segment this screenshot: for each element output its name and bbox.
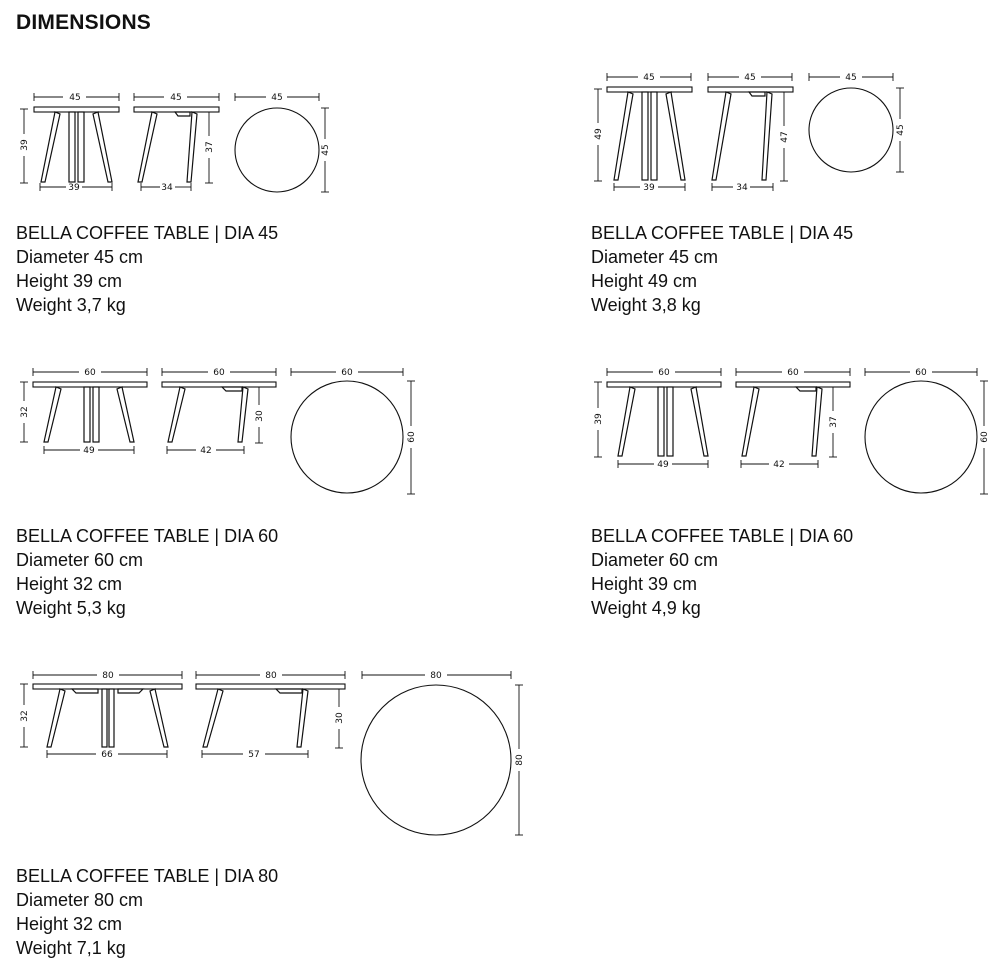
product-specs (16, 864, 278, 960)
tabletop-plan (809, 88, 893, 172)
product-weight: Weight 5,3 kg (16, 598, 126, 618)
product-weight: Weight 7,1 kg (16, 938, 126, 958)
plan-view (865, 368, 990, 494)
dim-label: 30 (255, 410, 265, 422)
side-view (134, 93, 219, 193)
dim-label: 32 (20, 406, 30, 418)
dimension-drawing (0, 660, 540, 845)
front-view (594, 368, 721, 470)
dim-label: 39 (68, 183, 80, 193)
dim-label: 60 (787, 368, 799, 378)
dim-label: 57 (248, 750, 260, 760)
plan-view (809, 73, 906, 172)
side-view (196, 671, 345, 760)
dim-label: 49 (594, 128, 604, 140)
product-height: Height 32 cm (16, 914, 123, 934)
dim-label: 45 (321, 144, 331, 156)
dim-label: 34 (161, 183, 173, 193)
product-name: BELLA COFFEE TABLE | DIA 60 (16, 526, 279, 546)
product-specs (16, 221, 278, 317)
dim-label: 60 (407, 431, 417, 443)
product-diameter: Diameter 45 cm (591, 247, 719, 267)
dim-label: 39 (594, 413, 604, 425)
side-view (708, 73, 793, 193)
product-specs (591, 524, 853, 620)
dim-label: 45 (271, 93, 283, 103)
tabletop-plan (291, 381, 403, 493)
product-name: BELLA COFFEE TABLE | DIA 45 (591, 223, 854, 243)
dim-label: 32 (20, 710, 30, 722)
dim-label: 42 (773, 460, 785, 470)
page-title: DIMENSIONS (16, 11, 152, 34)
front-view (20, 671, 182, 760)
product-weight: Weight 3,8 kg (591, 295, 701, 315)
side-view (736, 368, 850, 470)
dim-label: 37 (205, 141, 215, 153)
dim-label: 66 (101, 750, 113, 760)
dim-label: 60 (915, 368, 927, 378)
dim-label: 60 (980, 431, 990, 443)
product-diameter: Diameter 60 cm (16, 550, 144, 570)
dim-label: 60 (658, 368, 670, 378)
dim-label: 45 (744, 73, 756, 83)
front-view (20, 93, 119, 193)
dim-label: 80 (265, 671, 277, 681)
plan-view (361, 671, 525, 835)
dim-label: 47 (780, 131, 790, 143)
dim-label: 45 (896, 124, 906, 136)
product-diameter: Diameter 80 cm (16, 890, 144, 910)
dim-label: 45 (170, 93, 182, 103)
dim-label: 37 (829, 416, 839, 428)
product-specs (16, 524, 278, 620)
dimension-drawing (580, 60, 920, 200)
product-name: BELLA COFFEE TABLE | DIA 80 (16, 866, 279, 886)
dimension-drawing (0, 0, 340, 200)
tabletop-plan (235, 108, 319, 192)
tabletop-plan (361, 685, 511, 835)
dim-label: 34 (736, 183, 748, 193)
product-height: Height 49 cm (591, 271, 698, 291)
dim-label: 39 (20, 139, 30, 151)
dim-label: 80 (430, 671, 442, 681)
dim-label: 80 (515, 754, 525, 766)
dim-label: 30 (335, 712, 345, 724)
plan-view (291, 368, 417, 494)
product-name: BELLA COFFEE TABLE | DIA 60 (591, 526, 854, 546)
dim-label: 45 (69, 93, 81, 103)
dim-label: 42 (200, 446, 212, 456)
plan-view (235, 93, 331, 192)
product-weight: Weight 3,7 kg (16, 295, 126, 315)
dim-label: 39 (643, 183, 655, 193)
dim-label: 49 (83, 446, 95, 456)
dim-label: 60 (213, 368, 225, 378)
product-weight: Weight 4,9 kg (591, 598, 701, 618)
product-specs (591, 221, 853, 317)
dimension-drawing (0, 355, 430, 505)
product-diameter: Diameter 60 cm (591, 550, 719, 570)
dim-label: 45 (845, 73, 857, 83)
product-name: BELLA COFFEE TABLE | DIA 45 (16, 223, 279, 243)
dim-label: 45 (643, 73, 655, 83)
dim-label: 60 (84, 368, 96, 378)
tabletop-plan (865, 381, 977, 493)
dim-label: 60 (341, 368, 353, 378)
dim-label: 80 (102, 671, 114, 681)
product-height: Height 39 cm (16, 271, 123, 291)
product-diameter: Diameter 45 cm (16, 247, 144, 267)
side-view (162, 368, 276, 456)
dimension-drawing (580, 355, 995, 505)
dim-label: 49 (657, 460, 669, 470)
product-height: Height 32 cm (16, 574, 123, 594)
front-view (594, 73, 692, 193)
front-view (20, 368, 147, 456)
product-height: Height 39 cm (591, 574, 698, 594)
